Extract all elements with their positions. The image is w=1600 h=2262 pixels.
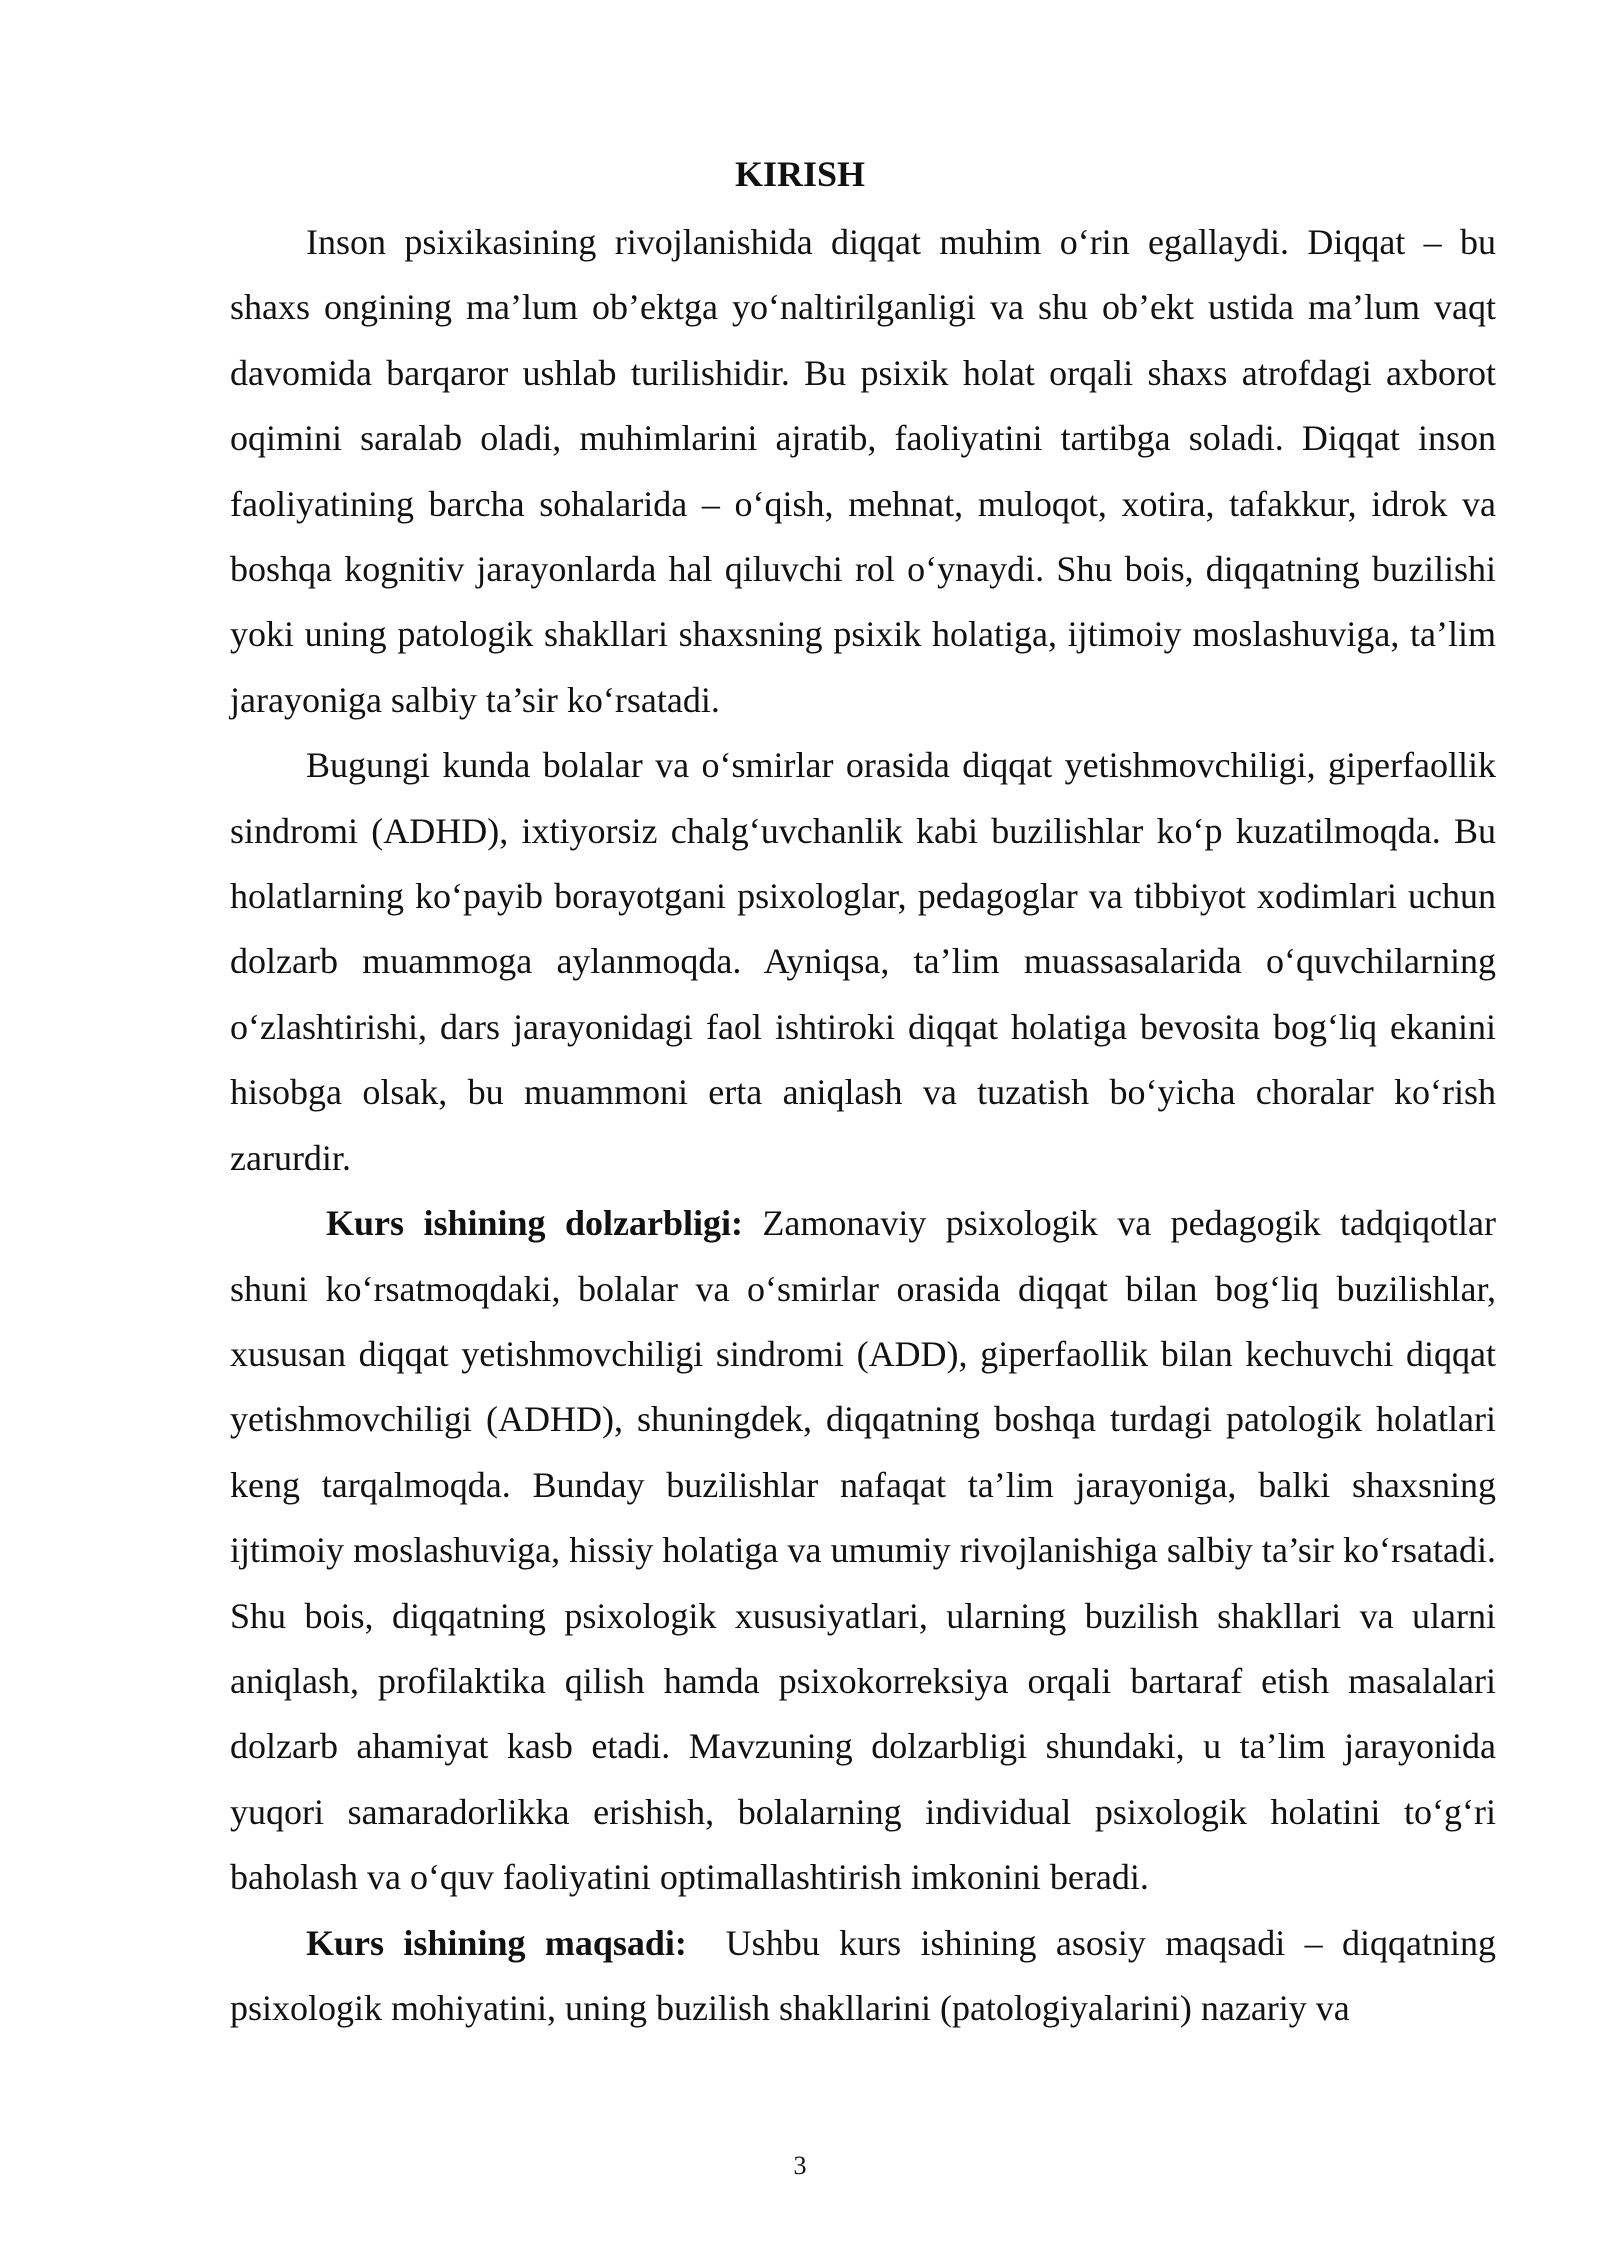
page-title: KIRISH [734, 154, 866, 194]
document-body [230, 210, 1505, 2041]
paragraph-text: Ushbu kurs ishining asosiy maqsadi – diqqatning psixologik mohiyatini, uning buzilish shakllarini (patologiyalarini) nazariy va [230, 1922, 1505, 2028]
page-number: 3 [793, 2151, 807, 2180]
paragraph-goal [230, 1911, 1505, 2042]
paragraph-relevance [230, 1191, 1496, 1910]
paragraph-text: Zamonaviy psixologik va pedagogik tadqiqotlar shuni ko‘rsatmoqdaki, bolalar va o‘smirlar orasida diqqat bilan bog‘liq buzilishlar, xususan diqqat yetishmovchiligi sindromi (ADD), giperfaollik bilan kechuvchi diqqat yetishmovchiligi (ADHD), shuningdek, diqqatning boshqa turdagi patologik holatlari keng tarqalmoqda. Bunday buzilishlar nafaqat ta’lim jarayoniga, balki shaxsning ijtimoiy moslashuviga, hissiy holatiga va umumiy rivojlanishiga salbiy ta’sir ko‘rsatadi. Shu bois, diqqatning psixologik xususiyatlari, ularning buzilish shakllari va ularni aniqlash, profilaktika qilish hamda psixokorreksiya orqali bartaraf etish masalalari dolzarb ahamiyat kasb etadi. Mavzuning dolzarbligi shundaki, u ta’lim jarayonida yuqori samaradorlikka erishish, bolalarning individual psixologik holatini to‘g‘ri baholash va o‘quv faoliyatini optimallashtirish imkonini beradi. [230, 1203, 1497, 1898]
paragraph-lead: Kurs ishining dolzarbligi: [326, 1203, 743, 1244]
paragraph-introduction [230, 210, 1496, 733]
paragraph-text: Bugungi kunda bolalar va o‘smirlar orasida diqqat yetishmovchiligi, giperfaollik sindromi (ADHD), ixtiyorsiz chalg‘uvchanlik kabi buzilishlar ko‘p kuzatilmoqda. Bu holatlarning ko‘payib borayotgani psixologlar, pedagoglar va tibbiyot xodimlari uchun dolzarb muammoga aylanmoqda. Ayniqsa, ta’lim muassasalarida o‘quvchilarning o‘zlashtirishi, dars jarayonidagi faol ishtiroki diqqat holatiga bevosita bog‘liq ekanini hisobga olsak, bu muammoni erta aniqlash va tuzatish bo‘yicha choralar ko‘rish zarurdir. [230, 745, 1496, 1178]
paragraph-text: Inson psixikasining rivojlanishida diqqat muhim o‘rin egallaydi. Diqqat – bu shaxs ongining ma’lum ob’ektga yo‘naltirilganligi va shu ob’ekt ustida ma’lum vaqt davomida barqaror ushlab turilishidir. Bu psixik holat orqali shaxs atrofdagi axborot oqimini saralab oladi, muhimlarini ajratib, faoliyatini tartibga soladi. Diqqat inson faoliyatining barcha sohalarida – o‘qish, mehnat, muloqot, xotira, tafakkur, idrok va boshqa kognitiv jarayonlarda hal qiluvchi rol o‘ynaydi. Shu bois, diqqatning buzilishi yoki uning patologik shakllari shaxsning psixik holatiga, ijtimoiy moslashuviga, ta’lim jarayoniga salbiy ta’sir ko‘rsatadi. [230, 222, 1496, 720]
paragraph-lead: Kurs ishining maqsadi: [306, 1922, 687, 1963]
paragraph-current-situation [230, 733, 1496, 1191]
